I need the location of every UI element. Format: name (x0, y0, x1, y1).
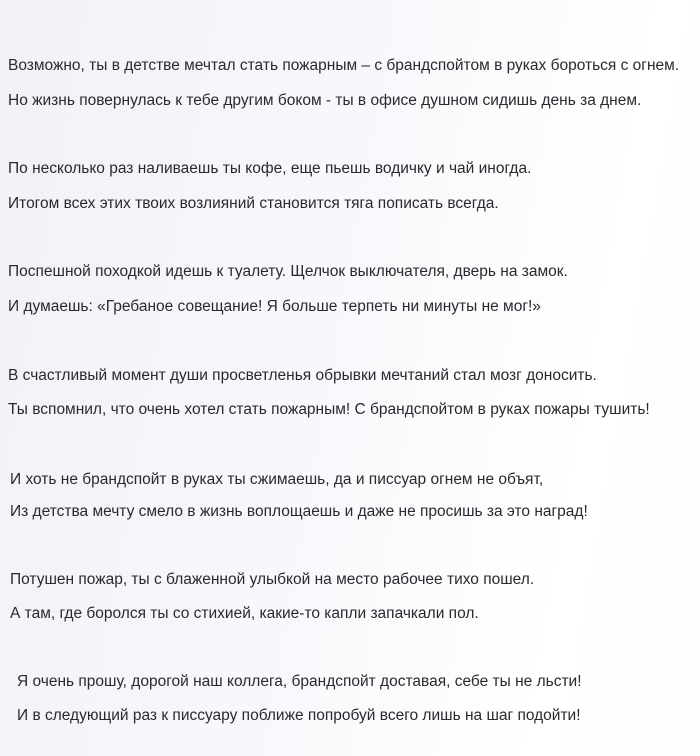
poem-line: Поспешной походкой идешь к туалету. Щелчок выключателя, дверь на замок. (8, 263, 568, 280)
poem-line: Итогом всех этих твоих возлияний становится тяга пописать всегда. (8, 195, 499, 212)
poem-line: Потушен пожар, ты с блаженной улыбкой на место рабочее тихо пошел. (10, 571, 535, 588)
poem-line: А там, где боролся ты со стихией, какие-то капли запачкали пол. (10, 605, 479, 622)
poem-line: В счастливый момент души просветленья обрывки мечтаний стал мозг доносить. (8, 367, 597, 384)
poem-line: Но жизнь повернулась к тебе другим боком - ты в офисе душном сидишь день за днем. (8, 92, 642, 109)
poem-line: Я очень прошу, дорогой наш коллега, брандспойт доставая, себе ты не льсти! (17, 673, 582, 690)
poem-line: По несколько раз наливаешь ты кофе, еще пьешь водичку и чай иногда. (8, 160, 532, 177)
poem-line: И хоть не брандспойт в руках ты сжимаешь, да и писсуар огнем не объят, (10, 471, 544, 488)
poem-line: Ты вспомнил, что очень хотел стать пожарным! С брандспойтом в руках пожары тушить! (8, 401, 650, 418)
poem-line: И в следующий раз к писсуару поближе попробуй всего лишь на шаг подойти! (17, 707, 581, 724)
poem-line: Из детства мечту смело в жизнь воплощаешь и даже не просишь за это наград! (10, 503, 588, 520)
poem-line: Возможно, ты в детстве мечтал стать пожарным – с брандспойтом в руках бороться с огнем. (8, 57, 680, 74)
poem-line: И думаешь: «Гребаное совещание! Я больше терпеть ни минуты не мог!» (8, 298, 541, 315)
